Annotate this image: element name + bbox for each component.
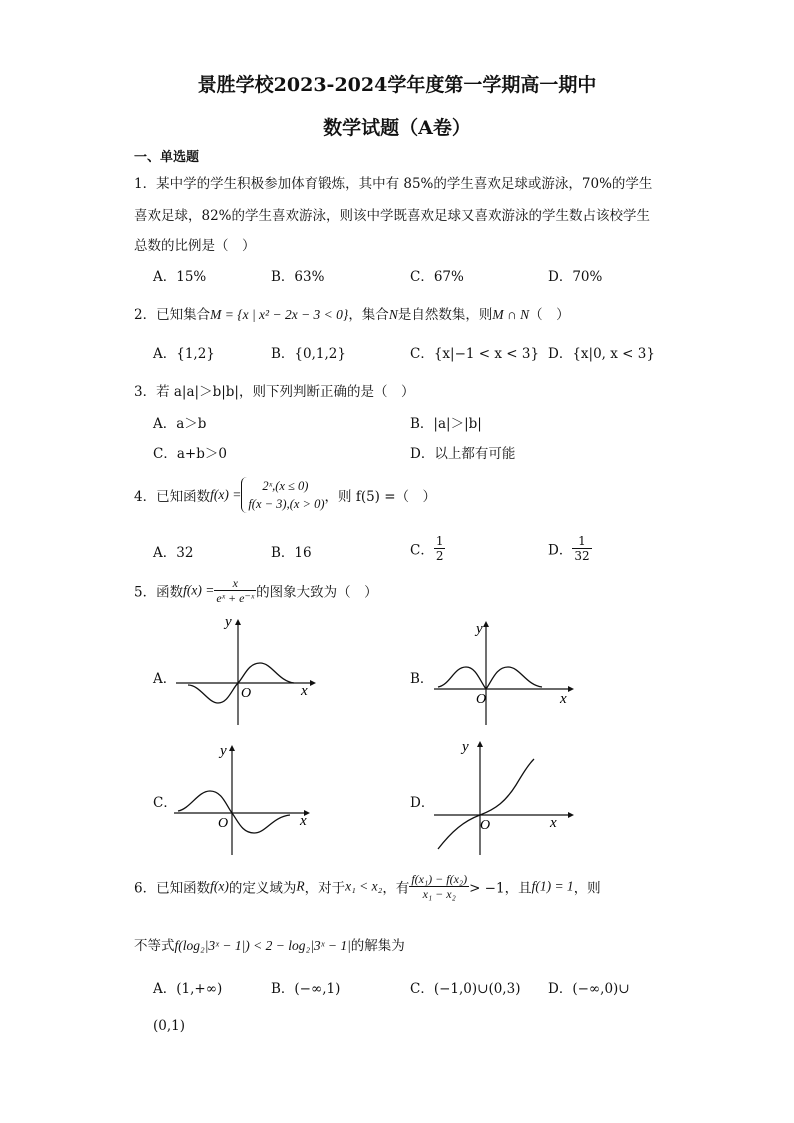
- q6-option-a[interactable]: A．(1,+∞): [153, 981, 223, 997]
- q1-line2: 喜欢足球，82%的学生喜欢游泳，则该中学既喜欢足球又喜欢游泳的学生数占该校学生: [134, 208, 651, 224]
- q5-option-b[interactable]: B．: [410, 671, 434, 687]
- graph-b[interactable]: [430, 615, 580, 730]
- q2-option-d[interactable]: D．{x|0, x < 3}: [548, 346, 655, 362]
- q2-prefix: 2．已知集合: [134, 307, 211, 323]
- q5-fraction: [214, 576, 256, 605]
- q5-option-d[interactable]: D．: [410, 795, 435, 811]
- q2-option-a[interactable]: A．{1,2}: [153, 346, 215, 362]
- q5-fx: f(x) =: [183, 582, 215, 598]
- q4-c-num: 1: [435, 534, 444, 548]
- q4-option-b[interactable]: B．16: [271, 545, 312, 561]
- q4-option-c-label: C．: [410, 542, 434, 559]
- q5-stem: [134, 576, 378, 605]
- q4-option-a[interactable]: A．32: [153, 545, 194, 561]
- q5-suffix: 的图象大致为（ ）: [256, 584, 378, 601]
- q5-den: eˣ + e⁻ˣ: [216, 591, 255, 605]
- q4-option-d[interactable]: [548, 534, 592, 563]
- graph-d[interactable]: [430, 735, 580, 855]
- graph-b-y-arrow: [483, 621, 489, 627]
- q5-prefix: 5．函数: [134, 584, 184, 601]
- graph-d-origin: O: [480, 818, 491, 833]
- q3-option-d[interactable]: D．以上都有可能: [410, 446, 516, 462]
- q4-option-d-label: D．: [548, 542, 573, 559]
- q4-option-d-fraction: [572, 534, 591, 563]
- graph-a-x-label: x: [301, 683, 308, 699]
- q4-option-c-fraction: [434, 534, 446, 563]
- graph-a-y-arrow: [235, 619, 241, 625]
- graph-a-origin: O: [241, 686, 252, 701]
- q6-option-b[interactable]: B．(−∞,1): [271, 981, 341, 997]
- q6-p6: ，则: [573, 880, 601, 897]
- graph-c[interactable]: [170, 737, 320, 857]
- graph-d-x-label: x: [550, 815, 557, 831]
- q4-piecewise: [241, 477, 324, 513]
- q1-option-a[interactable]: A．15%: [153, 269, 207, 285]
- q2-set-n: N: [388, 307, 398, 322]
- q2-stem: [134, 303, 570, 323]
- graph-b-x-arrow: [568, 686, 574, 692]
- graph-a[interactable]: [170, 615, 320, 730]
- graph-d-curve: [438, 759, 534, 849]
- q6-p2: 的定义域为: [228, 880, 297, 897]
- q2-suffix: 是自然数集，则: [397, 307, 493, 323]
- q3-option-a[interactable]: A．a＞b: [153, 416, 207, 432]
- graph-c-x-label: x: [300, 813, 307, 829]
- section-heading: 一、单选题: [134, 150, 200, 165]
- graph-b-origin: O: [476, 692, 487, 707]
- q6-domain-r: R: [296, 878, 305, 894]
- q6-f1: f(1) = 1: [531, 878, 574, 894]
- q1-option-d[interactable]: D．70%: [548, 269, 603, 285]
- q5-option-a[interactable]: A．: [153, 671, 177, 687]
- q6-prefix: 6．已知函数: [134, 880, 211, 897]
- graph-b-y-label: y: [476, 621, 483, 637]
- q2-middle: ，集合: [348, 307, 389, 323]
- q6-line2: [134, 934, 405, 954]
- q4-stem: [134, 477, 436, 513]
- q6-fraction: [409, 872, 469, 901]
- graph-d-x-arrow: [568, 812, 574, 818]
- q6-frac-den: x₁ − x₂: [422, 887, 456, 901]
- q4-option-c[interactable]: [410, 534, 445, 563]
- q6-option-d-continued: (0,1): [153, 1018, 186, 1034]
- q2-set-m: M = {x | x² − 2x − 3 < 0}: [210, 307, 349, 322]
- q5-num: x: [214, 576, 256, 591]
- q2-option-c[interactable]: C．{x|−1 < x < 3}: [410, 346, 540, 362]
- q6-inequality: f(log₂|3ˣ − 1|) < 2 − log₂|3ˣ − 1|: [174, 938, 351, 953]
- q3-stem: 3．若 a|a|＞b|b|，则下列判断正确的是（ ）: [134, 384, 415, 400]
- graph-a-y-label: y: [225, 614, 232, 630]
- q6-fx: f(x): [210, 878, 229, 894]
- q4-case2: f(x − 3),(x > 0): [248, 497, 325, 511]
- graph-b-x-label: x: [560, 691, 567, 707]
- q3-option-b[interactable]: B．|a|＞|b|: [410, 416, 482, 432]
- q6-option-d[interactable]: D．(−∞,0)∪: [548, 981, 630, 997]
- q2-expr: M ∩ N: [492, 307, 530, 322]
- q6-frac-num: f(x₁) − f(x₂): [411, 872, 468, 886]
- q4-c-den: 2: [435, 549, 444, 563]
- q1-line3: 总数的比例是（ ）: [134, 238, 256, 254]
- q3-option-c[interactable]: C．a+b＞0: [153, 446, 227, 462]
- q1-option-c[interactable]: C．67%: [410, 269, 464, 285]
- exam-subtitle: 数学试题（A卷）: [323, 117, 471, 139]
- q6-line1: [134, 872, 601, 901]
- q4-case1: 2ˣ,(x ≤ 0): [262, 479, 309, 493]
- graph-d-y-arrow: [477, 741, 483, 747]
- q6-line2-suffix: 的解集为: [350, 938, 405, 954]
- q4-prefix: 4．已知函数: [134, 489, 211, 505]
- q4-d-num: 1: [572, 534, 591, 549]
- q6-cond: x₁ < x₂: [345, 878, 383, 894]
- graph-b-curve: [438, 667, 542, 689]
- q4-d-den: 32: [574, 549, 590, 563]
- q6-option-c[interactable]: C．(−1,0)∪(0,3): [410, 981, 521, 997]
- q2-end: （ ）: [529, 307, 570, 323]
- q1-option-b[interactable]: B．63%: [271, 269, 325, 285]
- q6-p3: ，对于: [304, 880, 346, 897]
- q1-line1: 1．某中学的学生积极参加体育锻炼，其中有 85%的学生喜欢足球或游泳，70%的学生: [134, 176, 653, 192]
- q6-line2-prefix: 不等式: [134, 938, 175, 954]
- q4-fx: f(x) =: [210, 487, 242, 502]
- q2-option-b[interactable]: B．{0,1,2}: [271, 346, 346, 362]
- graph-c-curve: [178, 791, 290, 833]
- graph-d-y-label: y: [462, 739, 469, 755]
- q6-p5: > −1，且: [469, 880, 532, 897]
- exam-title: 景胜学校2023-2024学年度第一学期高一期中: [197, 74, 597, 96]
- graph-a-x-arrow: [310, 680, 316, 686]
- q6-p4: ，有: [382, 880, 410, 897]
- graph-c-y-label: y: [220, 743, 227, 759]
- graph-c-origin: O: [218, 816, 229, 831]
- graph-c-y-arrow: [229, 745, 235, 751]
- q5-option-c[interactable]: C．: [153, 795, 177, 811]
- q4-suffix: ，则 f(5) =（ ）: [324, 489, 437, 505]
